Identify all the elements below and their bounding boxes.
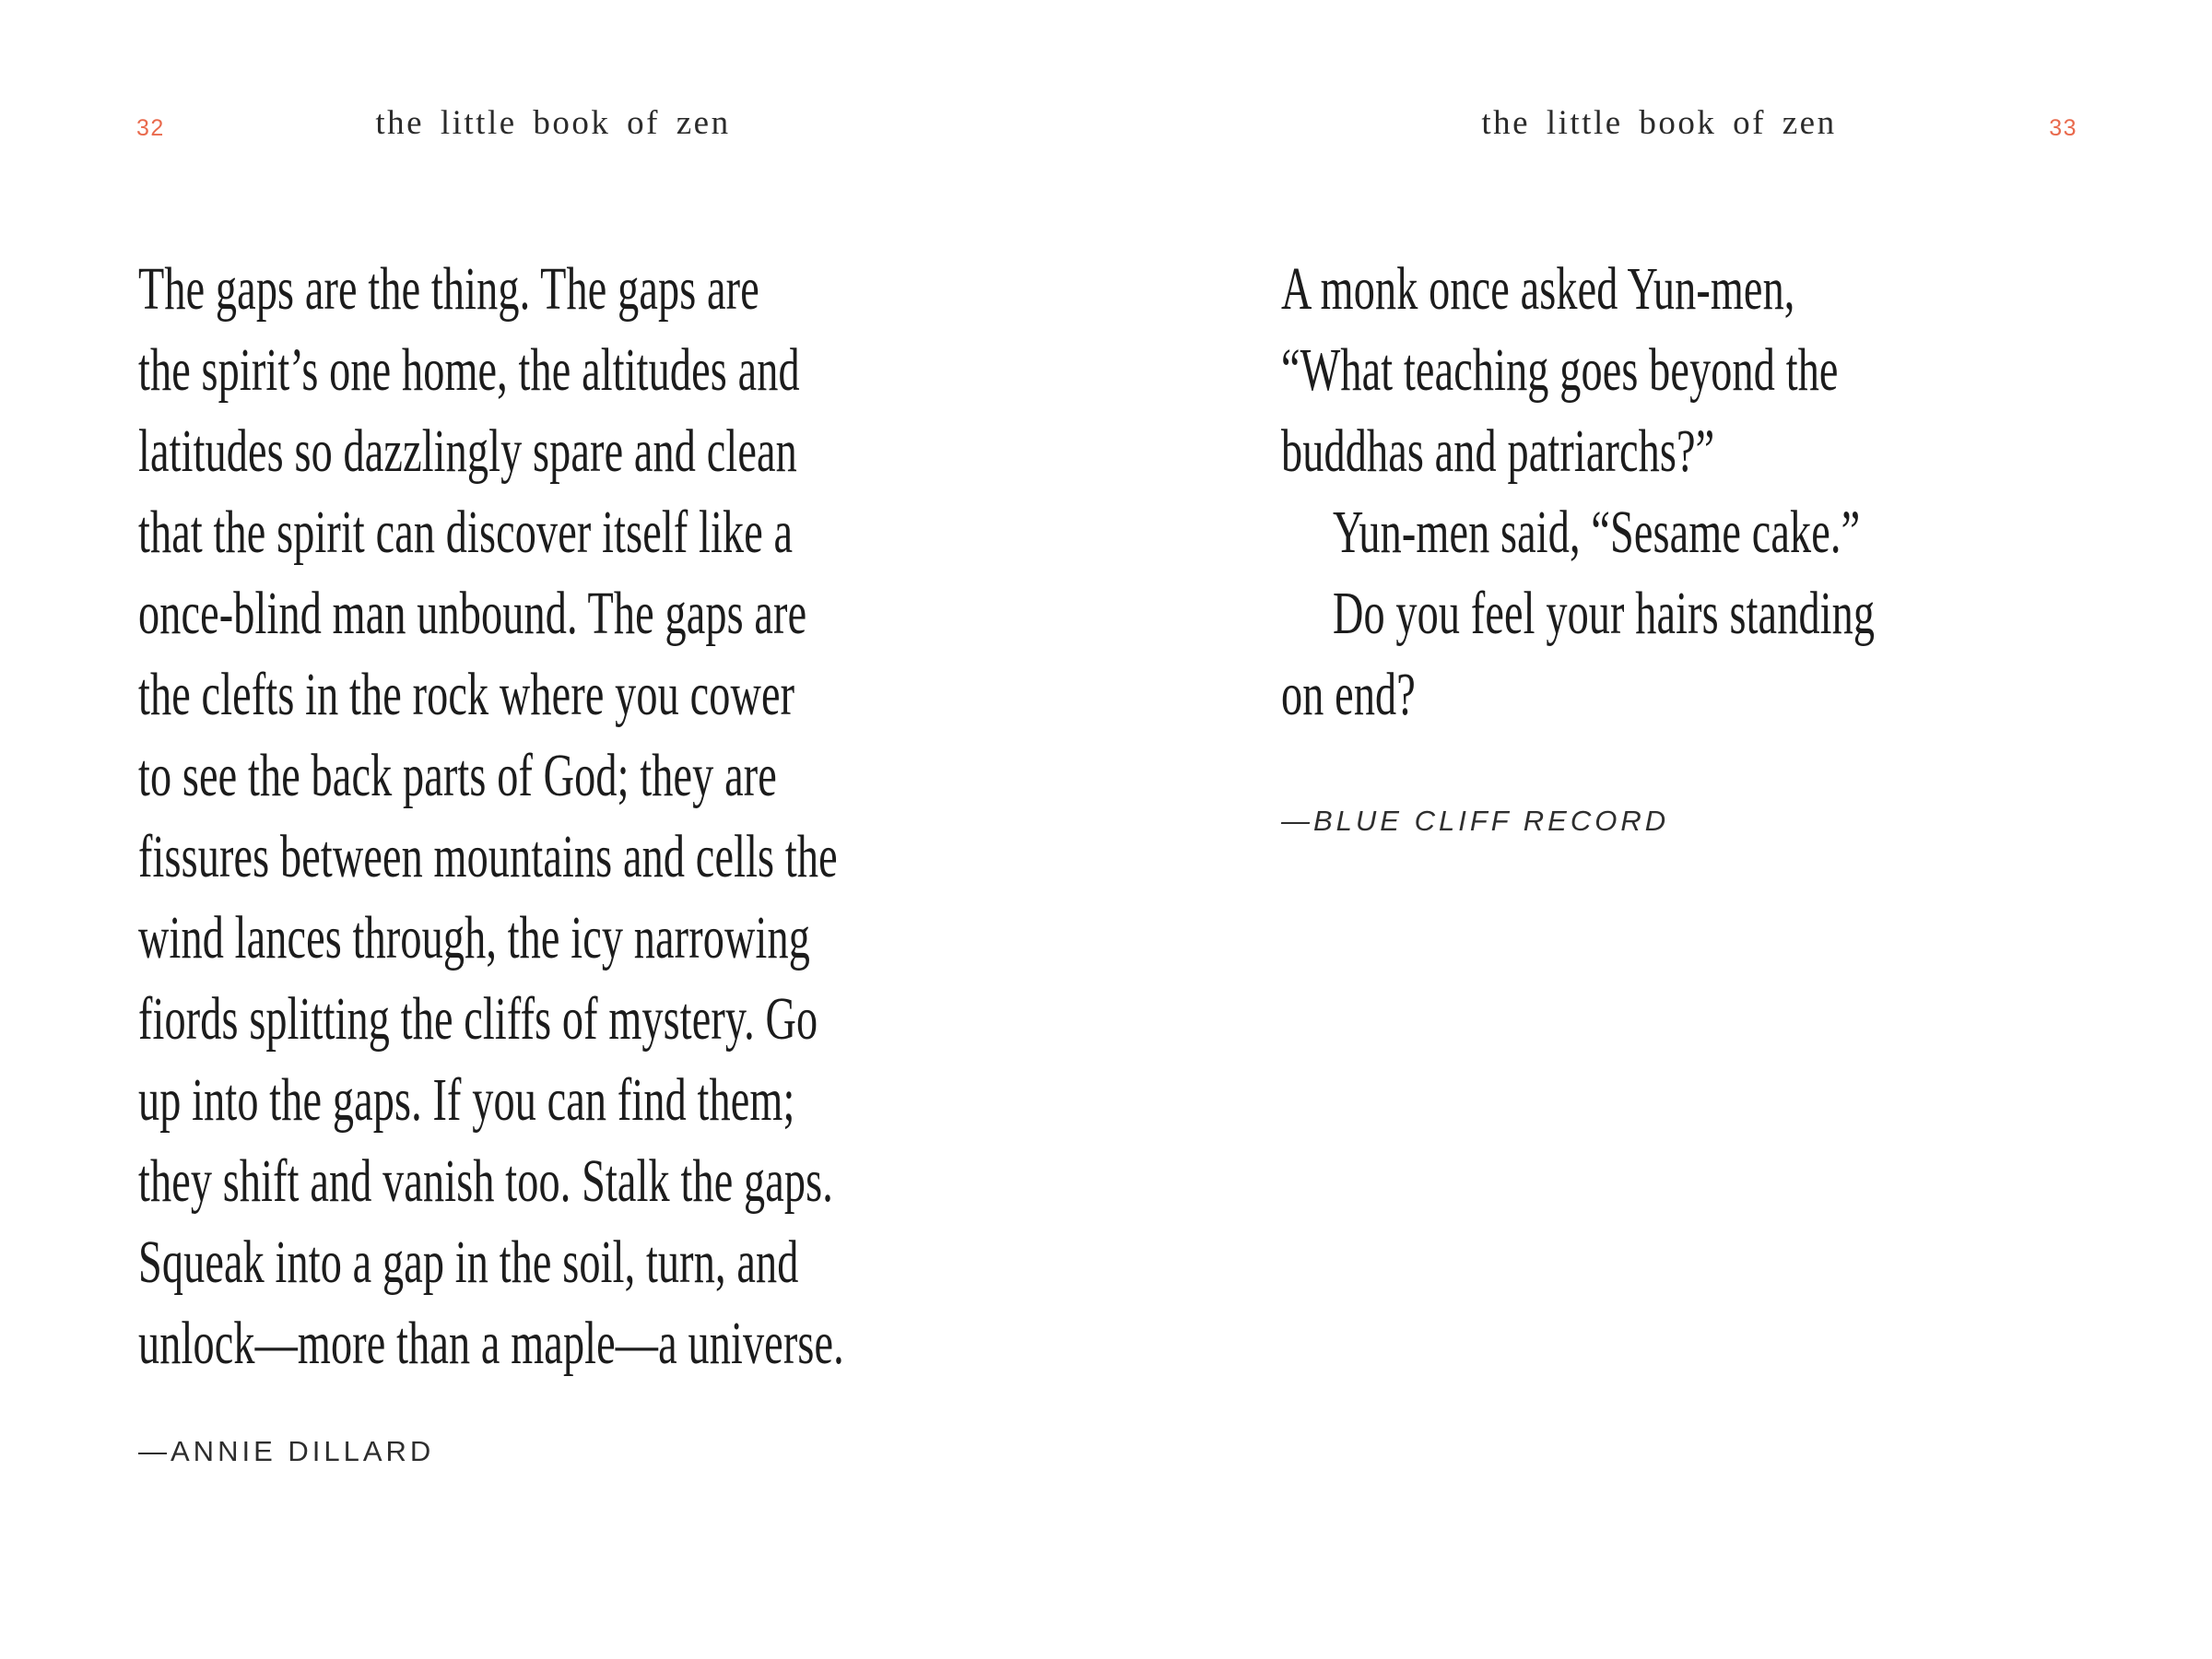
body-line: Do you feel your hairs standing [1333,580,1876,647]
running-title-left: the little book of zen [375,104,731,142]
body-line: that the spirit can discover itself like a [138,499,794,566]
body-line: the clefts in the rock where you cower [138,661,795,728]
body-line: unlock—more than a maple—a universe. [138,1310,844,1377]
body-line: they shift and vanish too. Stalk the gaps. [138,1147,833,1215]
body-line: “What teaching goes beyond the [1281,336,1839,404]
attribution-left: —ANNIE DILLARD [138,1435,435,1467]
body-line: Squeak into a gap in the soil, turn, and [138,1229,799,1296]
body-line: Yun-men said, “Sesame cake.” [1333,499,1861,566]
body-line: the spirit’s one home, the altitudes and [138,336,800,404]
body-line: latitudes so dazzlingly spare and clean [138,418,797,485]
right-body-text [1281,249,2129,735]
running-title-right: the little book of zen [1481,104,1837,142]
attribution-right: —BLUE CLIFF RECORD [1281,805,1670,837]
page-number-right: 33 [2049,115,2077,141]
body-line: once-blind man unbound. The gaps are [138,580,807,647]
body-line: fissures between mountains and cells the [138,823,838,890]
body-line: buddhas and patriarchs?” [1281,418,1715,485]
body-line: to see the back parts of God; they are [138,742,777,809]
body-line: up into the gaps. If you can find them; [138,1066,795,1134]
body-line: wind lances through, the icy narrowing [138,904,810,971]
right-page [1106,0,2212,1659]
body-line: on end? [1281,661,1416,728]
body-line: A monk once asked Yun-men, [1281,255,1795,323]
body-line: fiords splitting the cliffs of mystery. Go [138,985,818,1053]
page-number-left: 32 [136,115,165,141]
left-body-text [138,249,1147,1384]
body-line: The gaps are the thing. The gaps are [138,255,759,323]
